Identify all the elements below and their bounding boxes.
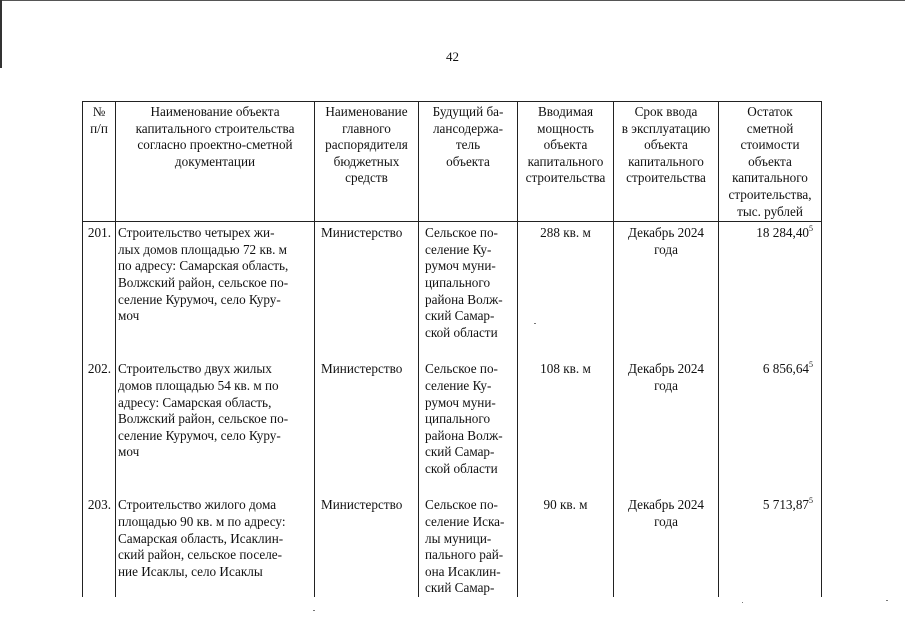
row-future-holder: Сельское по- селение Ку- румоч муни- ципального района Волж- ский Самар- ской области [419,222,518,342]
row-distributor: Министерство [315,222,419,342]
header-term: Срок ввода в эксплуатацию объекта капитального строительства [614,102,719,222]
scan-top-edge [0,0,905,1]
row-number: 203. [83,477,116,597]
amount-value: 18 284,40 [756,225,809,241]
row-term: Декабрь 2024 года [614,222,719,342]
footnote-mark: 5 [809,223,813,233]
row-remaining-cost [719,341,822,477]
row-number: 201. [83,222,116,342]
header-remaining-cost: Остаток сметной стоимости объекта капитального строительства, тыс. рублей [719,102,822,222]
row-term: Декабрь 2024 года [614,477,719,597]
row-distributor: Министерство [315,477,419,597]
scan-speck [534,323,536,324]
row-distributor: Министерство [315,341,419,477]
table-row [83,477,822,597]
table-row [83,222,822,342]
scan-speck [886,600,888,601]
page-number: 42 [446,49,459,64]
row-future-holder: Сельское по- селение Иска- лы муници- пального рай- она Исаклин- ский Самар- [419,477,518,597]
row-remaining-cost [719,222,822,342]
row-object-name: Строительство жилого дома площадью 90 кв. м по адресу: Самарская область, Исаклин- ский район, сельское поселе- ние Исаклы, село Исаклы [116,477,315,597]
table-header-row [83,102,822,222]
header-capacity: Вводимая мощность объекта капитального строительства [518,102,614,222]
header-distributor: Наименование главного распорядителя бюджетных средств [315,102,419,222]
footnote-mark: 5 [809,359,813,369]
header-object-name: Наименование объекта капитального строительства согласно проектно-сметной документации [116,102,315,222]
row-object-name: Строительство двух жилых домов площадью 54 кв. м по адресу: Самарская область, Волжский район, сельское по- селение Курумоч, село Куру- моч [116,341,315,477]
amount-value: 5 713,87 [762,497,809,513]
row-remaining-cost [719,477,822,597]
footnote-mark: 5 [809,496,813,506]
amount-value: 6 856,64 [762,361,809,377]
header-future-holder: Будущий ба- лансодержа- тель объекта [419,102,518,222]
row-term: Декабрь 2024 года [614,341,719,477]
row-number: 202. [83,341,116,477]
scan-speck [742,602,743,603]
header-number: № п/п [83,102,116,222]
scan-speck [313,610,315,611]
row-capacity: 288 кв. м [518,222,614,342]
table-row [83,341,822,477]
capital-construction-table [82,101,822,597]
row-capacity: 90 кв. м [518,477,614,597]
row-future-holder: Сельское по- селение Ку- румоч муни- ципального района Волж- ский Самар- ской области [419,341,518,477]
row-object-name: Строительство четырех жи- лых домов площадью 72 кв. м по адресу: Самарская область, Волжский район, сельское по- селение Курумоч, село Куру- моч [116,222,315,342]
row-capacity: 108 кв. м [518,341,614,477]
